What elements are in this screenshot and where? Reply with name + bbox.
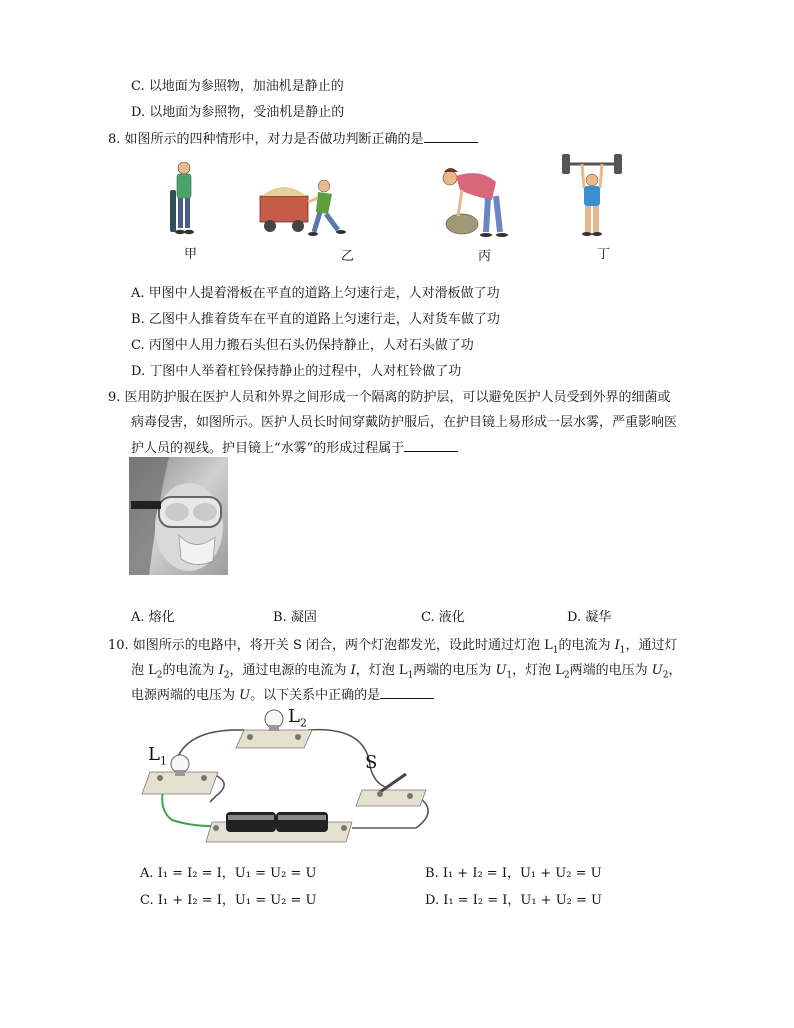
- circuit-label-s: S: [365, 752, 378, 773]
- figure-label-ding: 丁: [597, 247, 611, 262]
- q9-option-d: D. 凝华: [567, 610, 612, 625]
- symbol-u: U: [495, 663, 507, 678]
- q9-stem-line1: 9. 医用防护服在医护人员和外界之间形成一个隔离的防护层，可以避免医护人员受到外界的细菌或: [108, 390, 671, 405]
- q9-stem-line3-text: 护人员的视线。护目镜上“水雾”的形成过程属于: [131, 441, 405, 456]
- answer-blank: [404, 439, 458, 452]
- subscript: 1: [619, 645, 626, 656]
- figure-bing-woman-lifting-stone: [436, 160, 516, 240]
- label-l: L: [288, 706, 300, 727]
- q9-stem-line3: [131, 437, 458, 456]
- figure-label-yi: 乙: [341, 249, 355, 264]
- q10-text: 。以下关系中正确的是: [250, 688, 381, 703]
- subscript: 2: [156, 670, 163, 681]
- subscript: 2: [223, 670, 230, 681]
- q8-option-c: C. 丙图中人用力搬石头但石头仍保持静止，人对石头做了功: [131, 338, 474, 353]
- q10-text: 的电流为: [558, 638, 615, 653]
- symbol-u: U: [651, 663, 663, 678]
- circuit-label-l2: [288, 706, 307, 730]
- q8-stem: [108, 128, 478, 147]
- q10-option-c: C. I₁ + I₂ = I，U₁ = U₂ = U: [140, 893, 317, 908]
- figure-yi-person-pushing-cart: [258, 172, 354, 238]
- q9-option-a: A. 熔化: [131, 610, 175, 625]
- q10-option-a: A. I₁ = I₂ = I，U₁ = U₂ = U: [140, 866, 317, 881]
- label-l: L: [148, 744, 160, 765]
- q10-text: 两端的电压为: [569, 663, 652, 678]
- q10-stem-line1: [108, 634, 678, 656]
- figure-jia-man-skateboard: [166, 160, 200, 240]
- q8-option-d: D. 丁图中人举着杠铃保持静止的过程中，人对杠铃做了功: [131, 364, 462, 379]
- q7-option-d: D. 以地面为参照物，受油机是静止的: [131, 105, 345, 120]
- symbol-i: I: [218, 663, 224, 678]
- q8-option-b: B. 乙图中人推着货车在平直的道路上匀速行走，人对货车做了功: [131, 312, 500, 327]
- q10-option-b: B. I₁ + I₂ = I，U₁ + U₂ = U: [425, 866, 602, 881]
- q8-option-a: A. 甲图中人提着滑板在平直的道路上匀速行走，人对滑板做了功: [131, 286, 500, 301]
- answer-blank: [380, 686, 434, 699]
- q10-option-d: D. I₁ = I₂ = I，U₁ + U₂ = U: [425, 893, 602, 908]
- q9-stem-line2: 病毒侵害，如图所示。医护人员长时间穿戴防护服后，在护目镜上易形成一层水雾，严重影响医: [131, 415, 678, 430]
- q10-text: ，灯泡 L: [355, 663, 408, 678]
- symbol-u: U: [239, 688, 251, 703]
- q10-text: ，灯泡 L: [512, 663, 564, 678]
- circuit-label-l1: [148, 744, 167, 768]
- subscript: 1: [552, 645, 559, 656]
- q8-stem-text: 8. 如图所示的四种情形中，对力是否做功判断正确的是: [108, 132, 424, 147]
- subscript: 2: [662, 670, 669, 681]
- figure-ding-weightlifter: [560, 152, 624, 240]
- q7-option-c: C. 以地面为参照物，加油机是静止的: [131, 79, 344, 94]
- figure-label-jia: 甲: [184, 247, 198, 262]
- subscript: 1: [407, 670, 414, 681]
- q10-text: ，通过电源的电流为: [229, 663, 351, 678]
- subscript: 2: [299, 716, 307, 730]
- q10-text: 泡 L: [131, 663, 157, 678]
- q10-stem-line3: [131, 684, 434, 703]
- subscript: 1: [159, 754, 167, 768]
- subscript: 2: [563, 670, 570, 681]
- answer-blank: [424, 130, 478, 143]
- q9-option-c: C. 液化: [421, 610, 465, 625]
- q9-option-b: B. 凝固: [273, 610, 317, 625]
- subscript: 1: [506, 670, 513, 681]
- q10-text: 电源两端的电压为: [131, 688, 240, 703]
- symbol-i: I: [350, 663, 356, 678]
- q10-text: 的电流为: [162, 663, 219, 678]
- q10-text: 两端的电压为: [413, 663, 496, 678]
- q10-stem-line2: [131, 659, 682, 681]
- figure-label-bing: 丙: [478, 249, 492, 264]
- q10-text: ，: [668, 663, 682, 678]
- photo-medical-goggles: [129, 457, 228, 575]
- q10-text: 10. 如图所示的电路中，将开关 S 闭合，两个灯泡都发光，设此时通过灯泡 L: [108, 638, 553, 653]
- symbol-i: I: [614, 638, 620, 653]
- q10-text: ，通过灯: [625, 638, 678, 653]
